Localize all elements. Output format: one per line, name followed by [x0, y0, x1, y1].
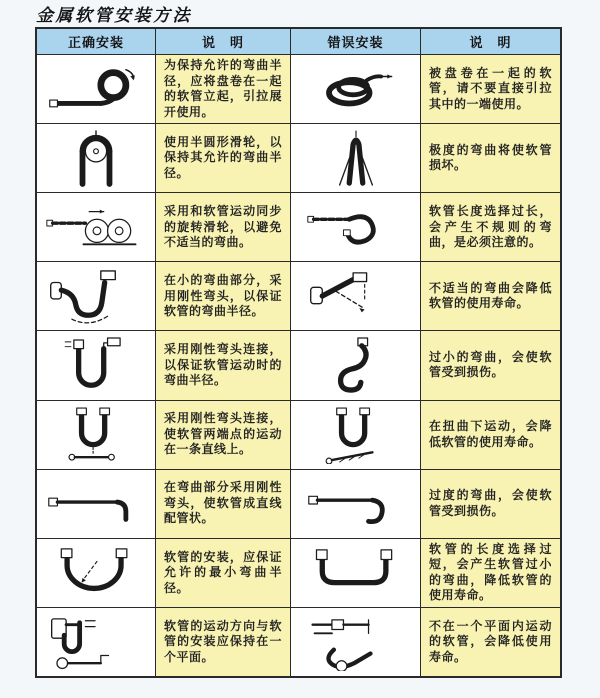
description-text: 采用刚性弯头连接，以保证软管运动时的弯曲半径。 — [164, 342, 282, 388]
table-row-1-correct-desc — [156, 55, 290, 123]
table-row-9-wrong-desc — [421, 608, 560, 676]
description-text: 为保持允许的弯曲半径，应将盘卷在一起的软管立起，引拉展开使用。 — [164, 58, 282, 119]
table-row-2-correct-figure — [37, 124, 155, 192]
table-row-3-wrong-desc — [421, 193, 560, 261]
upright-coil-pulled-open-icon — [43, 60, 149, 118]
description-text: 被盘卷在一起的软管，请不要直接引拉其中的一端使用。 — [429, 65, 552, 111]
description-text: 采用刚性弯头连接，使软管两端点的运动在一条直线上。 — [164, 411, 282, 457]
table-row-6-wrong-desc — [421, 401, 560, 469]
table-row-2-correct-desc — [156, 124, 290, 192]
table-row-7-correct-figure — [37, 470, 155, 538]
straight-pipe-with-elbow-icon — [43, 475, 149, 533]
table-row-5-wrong-desc — [421, 331, 560, 399]
description-text: 软管的运动方向与软管的安装应保持在一个平面。 — [164, 618, 282, 664]
header-wrong-install: 错误安装 — [291, 29, 420, 54]
header-correct-description: 说 明 — [156, 29, 290, 54]
description-text: 过小的弯曲，会使软管受到损伤。 — [429, 349, 552, 380]
minimum-bend-radius-u-icon — [43, 544, 149, 602]
description-text: 极度的弯曲将使软管损坏。 — [429, 142, 552, 173]
table-row-6-correct-desc — [156, 401, 290, 469]
hose-over-semicircular-pulley-icon — [43, 129, 149, 187]
description-text: 软管的安装，应保证允许的最小弯曲半径。 — [164, 549, 282, 595]
description-text: 不在一个平面内运动的软管，会降低使用寿命。 — [429, 618, 552, 664]
table-row-2-wrong-figure — [291, 124, 420, 192]
u-hose-inline-motion-icon — [43, 406, 149, 464]
table-row-7-wrong-figure — [291, 470, 420, 538]
table-row-7-correct-desc — [156, 470, 290, 538]
page-title: 金属软管安装方法 — [36, 6, 192, 26]
synchronized-rotating-pulleys-icon — [43, 198, 149, 256]
extreme-sharp-bend-icon — [303, 129, 409, 187]
description-text: 在弯曲部分采用刚性弯头，使软管成直线配管状。 — [164, 480, 282, 526]
table-row-6-correct-figure — [37, 401, 155, 469]
rigid-elbow-small-bend-icon — [43, 267, 149, 325]
description-text: 采用和软管运动同步的旋转滑轮，以避免不适当的弯曲。 — [164, 204, 282, 250]
improper-sharp-angle-icon — [303, 267, 409, 325]
table-row-1-wrong-desc — [421, 55, 560, 123]
installation-table — [35, 27, 562, 678]
too-short-hose-flat-u-icon — [303, 544, 409, 602]
header-correct-install: 正确安装 — [37, 29, 155, 54]
overbent-elbow-icon — [303, 475, 409, 533]
rigid-elbow-u-hose-icon — [43, 336, 149, 394]
table-row-4-correct-desc — [156, 262, 290, 330]
description-text: 在扭曲下运动，会降低软管的使用寿命。 — [429, 419, 552, 449]
description-text: 在小的弯曲部分，采用刚性弯头，以保证软管的弯曲半径。 — [164, 273, 282, 319]
non-planar-motion-icon — [303, 613, 409, 671]
table-row-8-correct-desc — [156, 539, 290, 607]
flat-coil-pulled-end-icon — [303, 60, 409, 118]
table-row-1-wrong-figure — [291, 55, 420, 123]
table-row-6-wrong-figure — [291, 401, 420, 469]
table-row-9-correct-figure — [37, 608, 155, 676]
table-row-8-wrong-figure — [291, 539, 420, 607]
table-row-8-correct-figure — [37, 539, 155, 607]
table-row-9-wrong-figure — [291, 608, 420, 676]
table-row-8-wrong-desc — [421, 539, 560, 607]
overlong-hose-irregular-curl-icon — [303, 198, 409, 256]
description-text: 软管长度选择过长，会产生不规则的弯曲，是必须注意的。 — [429, 204, 552, 250]
description-text: 不适当的弯曲会降低软管的使用寿命。 — [429, 280, 552, 311]
table-row-3-wrong-figure — [291, 193, 420, 261]
table-row-4-wrong-desc — [421, 262, 560, 330]
header-wrong-description: 说 明 — [421, 29, 560, 54]
description-text: 过度的弯曲，会使软管受到损伤。 — [429, 488, 552, 518]
table-row-1-correct-figure — [37, 55, 155, 123]
planar-trap-motion-icon — [43, 613, 149, 671]
table-row-7-wrong-desc — [421, 470, 560, 538]
description-text: 使用半圆形滑轮，以保持其允许的弯曲半径。 — [164, 134, 282, 180]
table-row-4-correct-figure — [37, 262, 155, 330]
table-row-9-correct-desc — [156, 608, 290, 676]
description-text: 软管的长度选择过短，会产生软管过小的弯曲，降低软管的使用寿命。 — [429, 541, 552, 603]
too-small-bend-hook-icon — [303, 336, 409, 394]
table-row-4-wrong-figure — [291, 262, 420, 330]
table-row-3-correct-figure — [37, 193, 155, 261]
table-row-5-correct-desc — [156, 331, 290, 399]
table-row-5-wrong-figure — [291, 331, 420, 399]
table-row-5-correct-figure — [37, 331, 155, 399]
u-hose-twisted-motion-icon — [303, 406, 409, 464]
table-row-3-correct-desc — [156, 193, 290, 261]
table-row-2-wrong-desc — [421, 124, 560, 192]
